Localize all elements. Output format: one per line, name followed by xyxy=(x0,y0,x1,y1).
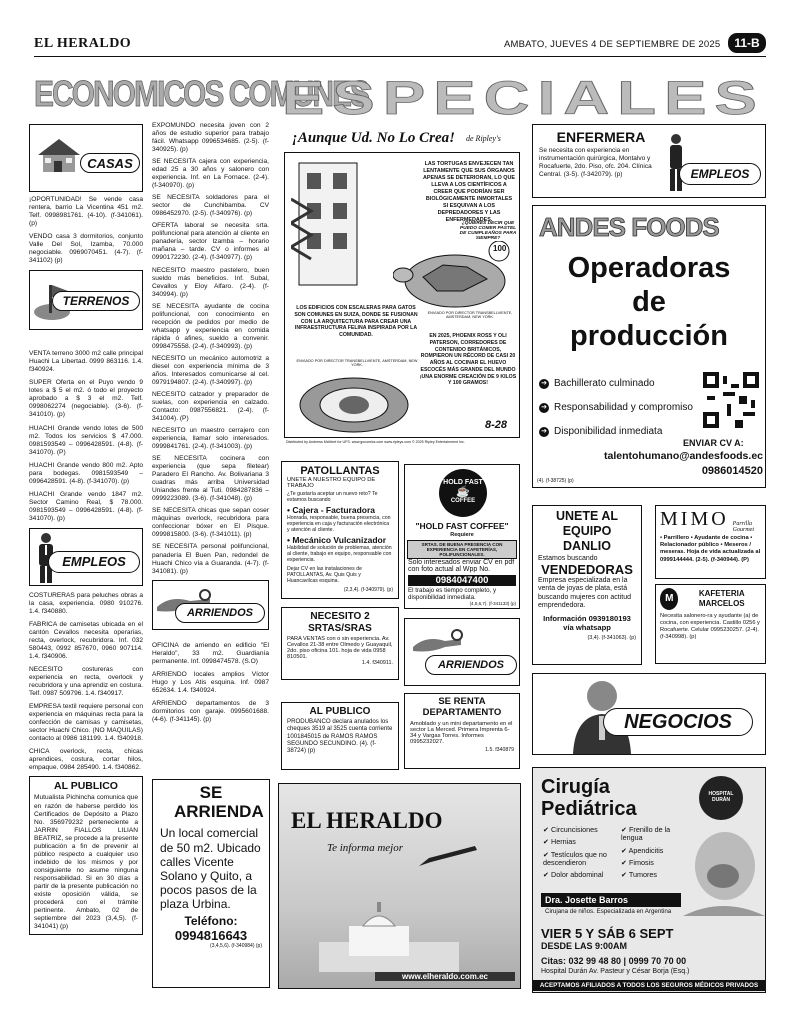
cirugia-item-4: ✔ Dolor abdominal xyxy=(543,870,604,880)
empleos-ad-3: NECESITO costureras con experiencia en recta, overlock y recubridora y una aprendiz en costura. Telf. 0987 509796. 1.4. f340917. xyxy=(29,666,143,698)
cirugia-item-5: ✔ Frenillo de la lengua xyxy=(621,825,671,843)
column-1 xyxy=(29,124,143,935)
arriendos-ad-1: OFICINA de arriendo en edificio "El Heraldo", 33 m2. Guardianía permanente. Inf. 0998474578. (S.O) xyxy=(152,641,269,665)
arrow-icon: ➔ xyxy=(539,427,549,437)
hospital-logo xyxy=(699,776,743,820)
cirugia-title-1: Cirugía xyxy=(541,776,610,798)
terrenos-ad-5: HUACHI Grande vendo 1847 m2. Sector Camino Real, $ 78.000. 0981593549 – 0996428591. (4-8). (f-341070). (p) xyxy=(29,490,143,522)
doctor-name: Dra. Josette Barros xyxy=(545,895,629,905)
col2-ad-10: SE NECESITA cocinera con experiencia (que sepa filetear) Paradero El Rancho. Av. Bolivariana 3 cuadras más arriba Universidad Uniandes frente al Tuti. 0984287836 – 0999223089. (3-6). (f-341048). (p) xyxy=(152,455,269,503)
necesito-body: PARA VENTAS con o sin experiencia. Av. Cevallos 21-38 entre Olmedo y Guayaquil, 2do. piso oficina 101. hoja de vida 0958 810501. xyxy=(287,636,393,660)
col2-ad-7: NECESITO un mecánico automotriz a diesel con experiencia mínima de 3 años. Interesados comunicarse al cel. 0979194807. (2-4). (f-340997). (p) xyxy=(152,354,269,386)
patollantas-question: ¿Te gustaría aceptar un nuevo reto? Te estamos buscando xyxy=(287,491,378,503)
casas-ad-2: VENDO casa 3 dormitorios, conjunto Valle Del Sol, Izamba, 70.000 negociable. 0969070451. (4-7). (f-341102) (p) xyxy=(29,233,143,265)
andes-bullet-1-text: Bachillerato culminado xyxy=(554,378,655,389)
andes-bullet-2-text: Responsabilidad y compromiso xyxy=(554,402,693,413)
se-arrienda-ad xyxy=(152,779,270,988)
speech-bubble: ¿QUIERES DECIR QUE PUEDO COMER PASTEL DE CUMPLEAÑOS PARA SIEMPRE? xyxy=(459,221,517,241)
se-arrienda-phone: 0994816643 xyxy=(174,928,248,944)
arriendos-ad-2: ARRIENDO locales amplios Víctor Hugo y Los Atis esquina. Inf. 0987 652634. 1.4. f340924. xyxy=(152,670,269,694)
hand-key-icon xyxy=(411,627,467,657)
holdfast-phone: 0984047400 xyxy=(408,575,516,586)
empleos-label-block xyxy=(29,528,143,586)
empleos-ad-2: FABRICA de camisetas ubicada en el cantón Cevallos necesita operarias, recta, overlock, recubridora. Inf. 032 580443, 0992 857670, 0960 907114. 1.4. f340906. xyxy=(29,620,143,661)
al-publico-2-title: AL PUBLICO xyxy=(309,706,371,717)
heraldo-promo xyxy=(278,783,521,989)
holdfast-title: "HOLD FAST COFFEE" xyxy=(415,521,509,531)
ripley-title: ¡Aunque Ud. No Lo Crea! xyxy=(292,130,455,146)
credit-tortuga: ENVIADO POR DIRECTOR TRANSBELLVIENTE, AMSTERDAM, NEW YORK. xyxy=(427,311,513,319)
enfermera-title: ENFERMERA xyxy=(556,129,646,145)
arrow-icon: ➔ xyxy=(539,403,549,413)
cathedral-illustration xyxy=(319,902,459,972)
casas-label: CASAS xyxy=(80,153,140,173)
cirugia-item-2: ✔ Hernias xyxy=(543,837,576,847)
empleos-ad-5: CHICA overlock, recta, chicas aprendices, costura, cortar hilos, empaque. 0984 285490. 1.4. f340862. xyxy=(29,748,143,772)
se-renta-title: SE RENTA DEPARTAMENTO xyxy=(422,696,502,718)
ripley-comic xyxy=(280,124,523,451)
cirugia-item-3: ✔ Testículos que no descendieron xyxy=(543,849,607,867)
dateline: AMBATO, JUEVES 4 DE SEPTIEMBRE DE 2025 xyxy=(504,39,721,50)
paper-name: EL HERALDO xyxy=(34,36,132,51)
andes-line1: Operadoras xyxy=(567,252,731,284)
se-arrienda-body: Un local comercial de 50 m2. Ubicado calles Vicente Solano y Quito, a pocos pasos de la plaza Urbina. xyxy=(160,826,261,912)
cirugia-list-left xyxy=(543,826,621,879)
empleos-label-col1: EMPLEOS xyxy=(48,551,140,573)
patollantas-job2: • Mecánico Vulcanizador xyxy=(287,535,387,545)
mimo-ad xyxy=(655,505,766,579)
arriendos-mid-block xyxy=(404,618,520,686)
ripley-date: 8-28 xyxy=(485,419,508,431)
cirugia-item-6: ✔ Apendicitis xyxy=(621,845,664,855)
col2-ad-12: SE NECESITA personal polifuncional, panadería El Buen Pan, redondel de Huachi Chico vía a Guaranda. (4-7). (f-341081). (p) xyxy=(152,543,269,575)
masthead xyxy=(34,36,766,54)
danlio-body: Empresa especializada en la venta de joyas de plata, está buscando mujeres con actitud emprendedora. xyxy=(538,577,631,610)
cake-sign: 100 xyxy=(493,244,507,253)
col2-ad-5: NECESITO maestro pastelero, buen sueldo más beneficios. Inf. Subal, Cevallos y Eloy Alfaro. (2-4). (f-340994). (p) xyxy=(152,266,269,298)
al-publico-body: Mutualista Pichincha comunica que en razón de haberse perdido los Certificados de Depósito a Plazo No. 356979232 perteneciente a JARRIN FIALLOS LILIAN BEATRIZ, se procede a la presente publicación a fin de prevenir al público respecto a cualquier uso indebido de los mismos y por consiguiente no asume ninguna responsabilidad. Si en 30 días a partir de la presente publicación no existe oposición válida, se procederá con el trámite pertinente. Ambato, 02 de septiembre del 2023 (3,4,5). (f-341041) (p) xyxy=(34,794,138,930)
negocios-block xyxy=(532,673,766,755)
cirugia-ad xyxy=(532,767,766,993)
credit-escaleras: ENVIADO POR DIRECTOR TRANSBELLVIENTE, AMSTERDAM, NEW YORK. xyxy=(296,359,418,367)
cirugia-footer: ACEPTAMOS AFILIADOS A TODOS LOS SEGUROS MÉDICOS PRIVADOS xyxy=(533,980,765,991)
heraldo-promo-name: EL HERALDO xyxy=(291,808,443,833)
cat-building-illustration xyxy=(291,159,363,289)
holdfast-logo-top: HOLD FAST xyxy=(443,479,483,486)
negocios-label: NEGOCIOS xyxy=(603,708,753,736)
danlio-code: (3,4). (f-341063). (p) xyxy=(587,634,636,641)
kafeteria-body: Necesita salonero-ra y ayudante (a) de cocina, con experiencia. Castillo 0256 y Rocafuerte. Celular 0995230257. (2-4). (f-340998). (p) xyxy=(660,613,760,641)
danlio-role: VENDEDORAS xyxy=(541,562,633,577)
col2-ad-11: SE NECESITA chicas que sepan coser máquinas overlock, recubridora para confeccionar bóxer en El Pisque. 0999815800. (3-6). (f-341011). (p) xyxy=(152,507,269,539)
column-2 xyxy=(152,122,269,729)
ripley-panel xyxy=(284,152,520,438)
terrenos-ad-2: SUPER Oferta en el Puyo vendo 9 lotes a $ 5 el m2. ó todo el proyecto aprobado a $ 3 el m2. Telf. 0998062274 (negociable). (3-6). (f-341010). (p) xyxy=(29,379,143,419)
cirugia-title-2: Pediátrica xyxy=(541,798,637,820)
child-mask-photo xyxy=(683,826,765,916)
danlio-ad xyxy=(532,505,642,665)
section-banner xyxy=(34,71,766,124)
pen-illustration xyxy=(419,844,479,870)
necesito-ad xyxy=(281,607,399,680)
col2-ad-6: SE NECESITA ayudante de cocina polifuncional, con conocimiento en recepción de pedidos por medio de whatsapp y experiencia en comida rápida ó afines, sueldo a convenir. 0998475558. (2-4). (f-340993). (p) xyxy=(152,302,269,350)
mimo-logo-wrap xyxy=(660,508,761,533)
necesito-code: 1.4. f340911. xyxy=(361,660,393,666)
holdfast-logo xyxy=(439,469,487,517)
cirugia-date-2: DESDE LAS 9:00AM xyxy=(541,941,628,951)
cirugia-date-1: VIER 5 Y SÁB 6 SEPT xyxy=(541,926,674,941)
andes-bullet-3-text: Disponibilidad inmediata xyxy=(554,426,663,437)
se-arrienda-title: SE ARRIENDA xyxy=(174,783,264,821)
cirugia-item-7: ✔ Fimosis xyxy=(621,857,654,867)
patollantas-footer: Dejar CV en las instalaciones de PATOLLANTAS, Av. Quis Quis y Huancavilcas esquina. xyxy=(287,566,362,584)
house-icon xyxy=(34,135,84,175)
casas-ad-1: ¡OPORTUNIDAD! Se vende casa rentera, barrio La Vicentina 451 m2. Telf. 0998981761. (4-10). (f-341061). (p) xyxy=(29,196,143,228)
scotch-egg-illustration xyxy=(297,375,411,435)
ripley-footer: Distributed by Andrews McMeel for UFS. www.gocomics.com www.ripleys.com © 2025 Ripley Entertainment Inc. xyxy=(286,440,465,444)
holdfast-body: Solo interesados enviar CV en pdf con foto actual al Wpp No. xyxy=(408,559,515,573)
al-publico-box xyxy=(29,776,143,935)
empleos-ad-1: COSTURERAS para peluches obras a la casa, experiencia. 0980 910276. 1.4. f340880. xyxy=(29,591,143,615)
patollantas-job1-desc: Honrada, responsable, buena presencia, con experiencia en caja y facturación electrónica y atención al cliente. xyxy=(287,515,391,533)
terrenos-ad-4: HUACHI Grande vendo 800 m2. Apto para bodegas. 0981593549 – 0996428591. (4-8). (f-341070). (p) xyxy=(29,461,143,485)
section-right-title: ESPECIALES xyxy=(282,71,765,124)
andes-email: talentohumano@andesfoods.ec xyxy=(603,450,763,462)
kafeteria-ad xyxy=(655,584,766,664)
andes-foods-ad xyxy=(532,205,766,488)
andes-code: (4). (f-38725) (p) xyxy=(537,478,574,484)
empleos-ad-4: EMPRESA textil requiere personal con experiencia en máquinas recta para la confección de camisas y camisetas, sector Huachi Chico. (NO MAQUILAS) contacto al 0986 181199. 1.4. f340918. xyxy=(29,703,143,743)
hospital-logo-text: HOSPITAL DURÁN xyxy=(708,791,734,803)
ripley-brand: de Ripley's xyxy=(466,134,501,143)
qr-code xyxy=(703,372,759,428)
danlio-title: UNETE AL EQUIPO DANLIO xyxy=(555,509,619,553)
al-publico-title: AL PUBLICO xyxy=(54,780,118,793)
arriendos-label-mid: ARRIENDOS xyxy=(425,655,517,675)
kafeteria-logo-icon: M xyxy=(660,588,678,610)
kafeteria-header xyxy=(660,588,761,610)
empleos-label-enfermera: EMPLEOS xyxy=(679,163,761,185)
escaleras-text: LOS EDIFICIOS CON ESCALERAS PARA GATOS SON COMUNES EN SUIZA, DONDE SE FUSIONAN CON LA ARQUITECTURA PARA CREAR UNA INFRAESTRUCTURA FELINA INSPIRADA POR LA COMUNIDAD. xyxy=(294,305,418,338)
holdfast-ad xyxy=(404,464,520,609)
businessman-icon xyxy=(667,133,685,193)
patollantas-intro: UNETE A NUESTRO EQUIPO DE TRABAJO xyxy=(287,477,376,489)
patollantas-job2-desc: Habilidad de solución de problemas, atención al cliente, trabajo en equipo, responsable con experiencia. xyxy=(287,545,392,563)
cirugia-list-right xyxy=(621,826,687,879)
mimo-sub: Parrilla Gourmet xyxy=(732,521,755,533)
coffee-cup-icon: ☕ xyxy=(456,486,470,498)
kafeteria-title: KAFETERIA MARCELOS xyxy=(698,589,745,608)
se-renta-code: 1.5. f340879 xyxy=(485,746,514,753)
heraldo-promo-slogan: Te informa mejor xyxy=(327,842,403,854)
holdfast-logo-bottom: COFFEE xyxy=(450,498,476,504)
casas-label-block xyxy=(29,124,143,192)
col2-ad-4: OFERTA laboral se necesita srta. polifuncional para atención al cliente en panadería, sector Izamba – horario mañana – tarde. CV o informes al 0990172230. (2-4). (f-340977). (p) xyxy=(152,222,269,262)
cirugia-item-1: ✔ Circuncisiones xyxy=(543,825,598,834)
andes-send: ENVIAR CV A: xyxy=(683,438,744,448)
necesito-title: NECESITO 2 SRTAS/SRAS xyxy=(308,611,372,634)
holdfast-footer: El trabajo es tiempo completo, y disponibilidad inmediata. xyxy=(408,587,497,601)
se-arrienda-tel-label: Teléfono: xyxy=(184,914,238,929)
holdfast-bar: SRTAS. DE BUENA PRESENCIA CON EXPERIENCIA EN CAFETERÍAS, POLIFUNCIONALES. xyxy=(407,540,517,559)
andes-bullet-2 xyxy=(539,402,693,413)
col2-ad-9: NECESITO un maestro cerrajero con experiencia, llamar solo interesados. 0999841761. (2-4). (f-341003). (p) xyxy=(152,427,269,451)
cirugia-item-8: ✔ Tumores xyxy=(621,870,657,880)
patollantas-code: (2,3,4). (f-340979). (p) xyxy=(343,587,393,593)
section-left-title: ECONOMICOS COMUNES xyxy=(34,74,369,115)
patollantas-title: PATOLLANTAS xyxy=(300,465,380,477)
andes-bullet-1 xyxy=(539,378,655,389)
arrow-icon: ➔ xyxy=(539,379,549,389)
danlio-seeking: Estamos buscando xyxy=(538,555,598,562)
andes-logo: ANDES FOODS xyxy=(539,212,719,242)
enfermera-body: Se necesita con experiencia en instrumentación quirúrgica, Montalvo y Rocafuerte, 2do. Piso, ofc. 204. Clínica Central. (3-5). (f-342079). (p) xyxy=(539,147,652,179)
col2-ad-3: SE NECESITA soldadores para el sector de Cunchibamba. CV 0986452970. (2-5). (f-340976). (p) xyxy=(152,194,269,218)
holdfast-requires: Requiere xyxy=(450,532,474,538)
mimo-logo: MIMO xyxy=(660,508,729,530)
terrenos-label: TERRENOS xyxy=(52,291,140,311)
se-renta-ad xyxy=(404,693,520,769)
cirugia-citas: Citas: 032 99 48 80 | 0999 70 70 00 xyxy=(541,956,687,966)
andes-line2: de xyxy=(632,286,666,318)
page-number: 11-B xyxy=(728,33,766,53)
al-publico-2 xyxy=(281,702,399,770)
andes-phone: 0986014520 xyxy=(701,465,763,477)
col2-ad-2: SE NECESITA cajera con experiencia, edad 25 a 30 años y salonero con experiencia. Inf. en La Fornace. (2-4). (f-340970). (p) xyxy=(152,158,269,190)
tortugas-text: LAS TORTUGAS ENVEJECEN TAN LENTAMENTE QUE SUS ÓRGANOS APENAS SE DETERIORAN, LO QUE LLEVA A LOS CIENTÍFICOS A CREER QUE PODRÍAN SER BIOLÓGICAMENTE INMORTALES SI ESQUIVAN A LOS DEPREDADORES Y LAS ENFERMEDADES. xyxy=(423,161,515,224)
al-publico-2-body: PRODUBANCO declara anulados los cheques 3519 al 3525 cuenta corriente 1001845015 de RAMOS RAMOS SEGUNDO SECUNDINO. (4). (f-38724) (p) xyxy=(287,718,393,755)
terrenos-label-block xyxy=(29,270,143,330)
andes-bullet-3 xyxy=(539,426,662,437)
phoenix-text: EN 2025, PHOENIX ROSS Y OLI PATERSON, CORREDORES DE CONTENIDO BRITÁNICOS, ROMPIERON UN RÉCORD DE CASI 20 AÑOS AL COCINAR EL HUEVO ESCOCÉS MÁS GRANDE DEL MUNDO ¡UNA ENORME CREACIÓN DE 9 KILOS Y 100 GRAMOS! xyxy=(419,333,517,387)
doctor-desc: Cirujana de niños. Especializada en Argentina xyxy=(545,908,672,915)
patollantas-ad xyxy=(281,461,399,599)
terrenos-ad-3: HUACHI Grande vendo lotes de 500 m2. Todos los servicios $ 47.000. 0981593549 – 0996428591. (4-8). (f-341070). (P) xyxy=(29,424,143,456)
arriendos-ad-3: ARRIENDO departamentos de 3 dormitorios con garaje. 0995601688. (4-6). (f-341145). (p) xyxy=(152,699,269,723)
mimo-body: • Parrillero • Ayudante de cocina • Relacionador público • Meseros / meseras. Hoja de vida actualizada al 0999144444. (2-5). (f-340944). (P) xyxy=(660,535,761,563)
terrenos-ad-1: VENTA terreno 3000 m2 calle principal Huachi La Libertad. 0999 863116. 1.4. f340924. xyxy=(29,350,143,374)
cirugia-address: Hospital Durán Av. Pasteur y César Borja (Esq.) xyxy=(541,968,690,975)
enfermera-ad xyxy=(532,124,766,198)
col2-ad-8: NECESITO calzador y preparador de suelas, con experiencia en calzado. Contacto: 0987556821. (2-4). (f-341004). (P) xyxy=(152,390,269,423)
se-renta-body: Amoblado y un mini departamento en el sector La Merced. Primera Imprenta 6-34 y Vargas Torres. Informes 0995232027. xyxy=(410,720,513,745)
se-arrienda-code: (3,4,5,6). (f-340984) (p) xyxy=(210,943,262,950)
arriendos-label-col2: ARRIENDOS xyxy=(175,603,265,623)
patollantas-job1: • Cajera - Facturadora xyxy=(287,505,376,515)
heraldo-promo-url: www.elheraldo.com.ec xyxy=(375,972,515,981)
arriendos-label-block xyxy=(152,580,269,630)
doctor-box xyxy=(541,893,681,907)
danlio-info: Información 0939180193 vía whatsapp xyxy=(543,613,631,632)
holdfast-code: (4,5,6,7). (f-341133) (p) xyxy=(469,601,516,606)
col2-ad-1: EXPOMUNDO necesita joven con 2 años de estudio superior para trabajo fácil. Whatsapp 0996534685. (2-5). (f-340925). (p) xyxy=(152,122,269,154)
andes-line3: producción xyxy=(570,320,728,352)
